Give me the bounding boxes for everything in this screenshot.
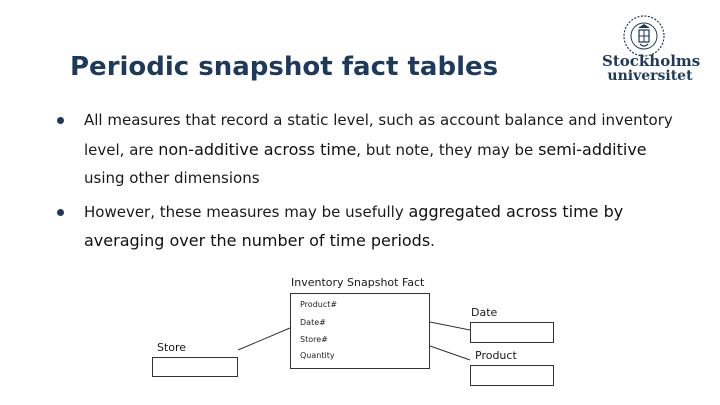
dimension-date-box [470,322,554,343]
bullet-1-emphasis-semi-additive: semi-additive [538,140,647,159]
dimension-date-label: Date [471,306,498,319]
connector-date [430,322,470,330]
dimension-store-box [152,357,238,377]
bullet-1-text: level, are [84,141,159,159]
connector-product [430,346,470,360]
bullet-1-emphasis-non-additive: non-additive across time [158,140,357,159]
bullet-2-text: However, these measures may be usefully [84,203,409,221]
university-name-line2: universitet [607,68,693,84]
fact-table-box [290,293,430,369]
fact-field-quantity: Quantity [300,351,335,360]
bullet-2-emphasis-aggregated: aggregated across time by [408,202,624,221]
fact-table-title: Inventory Snapshot Fact [291,276,425,289]
bullet-2-period: . [430,232,435,250]
bullet-2-emphasis-averaging: averaging over the number of time periods [84,231,431,250]
connector-store [238,328,290,350]
fact-field-store: Store# [300,335,328,344]
slide-title: Periodic snapshot fact tables [70,52,499,82]
fact-field-product: Product# [300,300,338,309]
university-name-line1: Stockholms [602,52,701,70]
bullet-1-text-cont: , but note, they may be [356,141,539,159]
bullet-1-line-1: All measures that record a static level, such as account balance and inventory [84,111,673,129]
bullet-1-line-3: using other dimensions [84,169,260,187]
dimension-product-label: Product [475,349,517,362]
dimension-store-label: Store [157,341,187,354]
fact-field-date: Date# [300,318,326,327]
dimension-product-box [470,365,554,386]
